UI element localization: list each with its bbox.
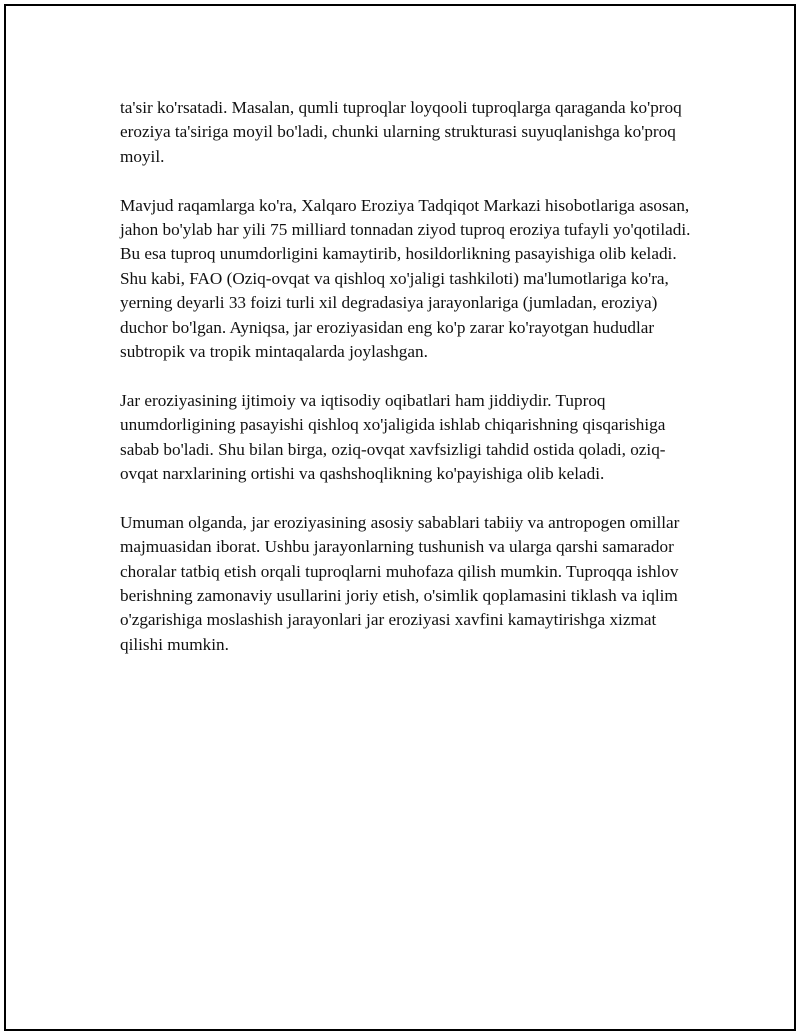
document-page — [4, 4, 796, 1031]
document-body — [120, 96, 700, 682]
paragraph-4: Umuman olganda, jar eroziyasining asosiy sabablari tabiiy va antropogen omillar majmuasidan iborat. Ushbu jarayonlarning tushunish va ularga qarshi samarador choralar tatbiq etish orqali tuproqlarni muhofaza qilish mumkin. Tuproqqa ishlov berishning zamonaviy usullarini joriy etish, o'simlik qoplamasini tiklash va iqlim o'zgarishiga moslashish jarayonlari jar eroziyasi xavfini kamaytirishga xizmat qilishi mumkin. — [120, 512, 680, 654]
paragraph-1: ta'sir ko'rsatadi. Masalan, qumli tuproqlar loyqooli tuproqlarga qaraganda ko'proq eroziya ta'siriga moyil bo'ladi, chunki ularning strukturasi suyuqlanishga ko'proq moyil. — [120, 98, 682, 166]
paragraph-3: Jar eroziyasining ijtimoiy va iqtisodiy oqibatlari ham jiddiydir. Tuproq unumdorligining pasayishi qishloq xo'jaligida ishlab chiqarishning qisqarishiga sabab bo'ladi. Shu bilan birga, oziq-ovqat xavfsizligi tahdid ostida qoladi, oziq-ovqat narxlarining ortishi va qashshoqlikning ko'payishiga olib keladi. — [120, 390, 666, 484]
paragraph-2: Mavjud raqamlarga ko'ra, Xalqaro Eroziya Tadqiqot Markazi hisobotlariga asosan, jahon bo'ylab har yili 75 milliard tonnadan ziyod tuproq eroziya tufayli yo'qotiladi. Bu esa tuproq unumdorligini kamaytirib, hosildorlikning pasayishiga olib keladi. Shu kabi, FAO (Oziq-ovqat va qishloq xo'jaligi tashkiloti) ma'lumotlariga ko'ra, yerning deyarli 33 foizi turli xil degradasiya jarayonlariga (jumladan, eroziya) duchor bo'lgan. Ayniqsa, jar eroziyasidan eng ko'p zarar ko'rayotgan hududlar subtropik va tropik mintaqalarda joylashgan. — [120, 195, 691, 362]
